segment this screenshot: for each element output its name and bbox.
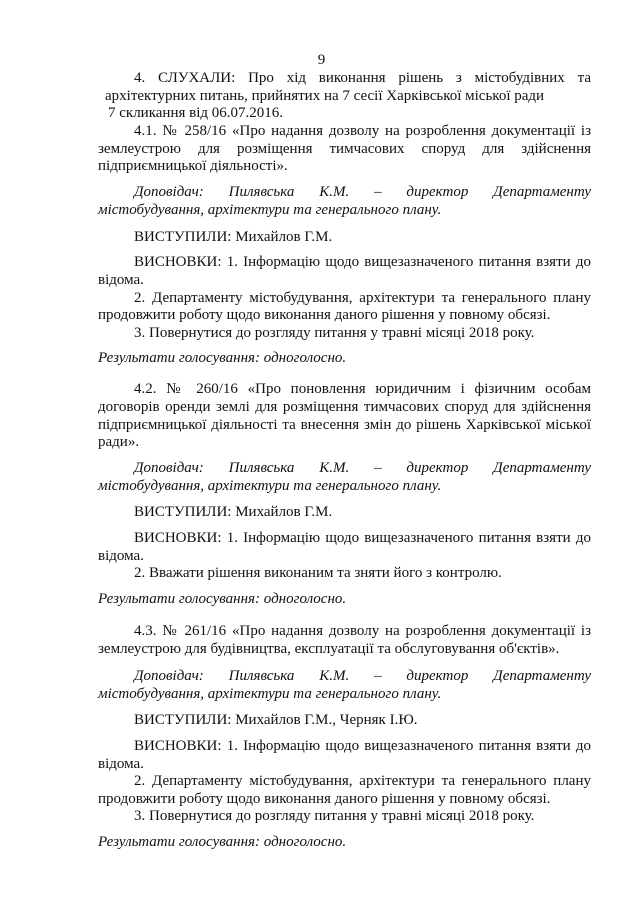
item4-heading-line3: 7 скликання від 06.07.2016.	[108, 105, 284, 121]
item41-conclusion1-line2: відома.	[98, 272, 144, 288]
item43-conclusion1-line2: відома.	[98, 756, 144, 772]
item42-title-line4: ради».	[98, 434, 140, 450]
item43-conclusion3: 3. Повернутися до розгляду питання у травні місяці 2018 року.	[134, 808, 535, 824]
item41-reporter-line2: містобудування, архітектури та генерального плану.	[98, 202, 442, 218]
item42-title-line3: підприємницької діяльності та внесення змін до рішень Харківської міської	[98, 417, 591, 433]
item41-title-line1: 4.1. № 258/16 «Про надання дозволу на розроблення документації із	[134, 123, 591, 139]
item43-title-line1: 4.3. № 261/16 «Про надання дозволу на розроблення документації із	[134, 623, 591, 639]
item43-reporter-line1: Доповідач: Пилявська К.М. – директор Департаменту	[134, 668, 591, 684]
item41-conclusion2-line2: продовжити роботу щодо виконання даного рішення у повному обсязі.	[98, 307, 551, 323]
item42-reporter-line1: Доповідач: Пилявська К.М. – директор Департаменту	[134, 460, 591, 476]
item41-conclusion1-line1: ВИСНОВКИ: 1. Інформацію щодо вищезазначеного питання взяти до	[134, 254, 591, 270]
item42-title-line1: 4.2. № 260/16 «Про поновлення юридичним і фізичним особам	[134, 381, 591, 397]
item4-heading-line2: архітектурних питань, прийнятих на 7 сесії Харківської міської ради	[105, 88, 545, 104]
item41-title-line3: підприємницької діяльності».	[98, 158, 288, 174]
item42-spoke: ВИСТУПИЛИ: Михайлов Г.М.	[134, 504, 333, 520]
item41-vote-result: Результати голосування: одноголосно.	[98, 350, 347, 366]
item42-title-line2: договорів оренди землі для розміщення тимчасових споруд для здійснення	[98, 399, 591, 415]
item4-heading-line1: 4. СЛУХАЛИ: Про хід виконання рішень з містобудівних та	[134, 70, 591, 86]
item43-conclusion2-line1: 2. Департаменту містобудування, архітектури та генерального плану	[134, 773, 591, 789]
item41-conclusion3: 3. Повернутися до розгляду питання у травні місяці 2018 року.	[134, 325, 535, 341]
item41-title-line2: землеустрою для розміщення тимчасових споруд для здійснення	[98, 141, 591, 157]
item43-title-line2: землеустрою для будівництва, експлуатації та обслуговування об'єктів».	[98, 641, 560, 657]
item42-conclusion1-line1: ВИСНОВКИ: 1. Інформацію щодо вищезазначеного питання взяти до	[134, 530, 591, 546]
item42-vote-result: Результати голосування: одноголосно.	[98, 591, 347, 607]
item43-vote-result: Результати голосування: одноголосно.	[98, 834, 347, 850]
item42-conclusion1-line2: відома.	[98, 548, 144, 564]
page-number: 9	[317, 52, 326, 68]
item41-reporter-line1: Доповідач: Пилявська К.М. – директор Департаменту	[134, 184, 591, 200]
item42-conclusion2: 2. Вважати рішення виконаним та зняти його з контролю.	[134, 565, 502, 581]
item41-spoke: ВИСТУПИЛИ: Михайлов Г.М.	[134, 229, 333, 245]
item43-reporter-line2: містобудування, архітектури та генерального плану.	[98, 686, 442, 702]
item41-conclusion2-line1: 2. Департаменту містобудування, архітектури та генерального плану	[134, 290, 591, 306]
item43-conclusion1-line1: ВИСНОВКИ: 1. Інформацію щодо вищезазначеного питання взяти до	[134, 738, 591, 754]
item43-spoke: ВИСТУПИЛИ: Михайлов Г.М., Черняк І.Ю.	[134, 712, 418, 728]
item43-conclusion2-line2: продовжити роботу щодо виконання даного рішення у повному обсязі.	[98, 791, 551, 807]
item42-reporter-line2: містобудування, архітектури та генерального плану.	[98, 478, 442, 494]
